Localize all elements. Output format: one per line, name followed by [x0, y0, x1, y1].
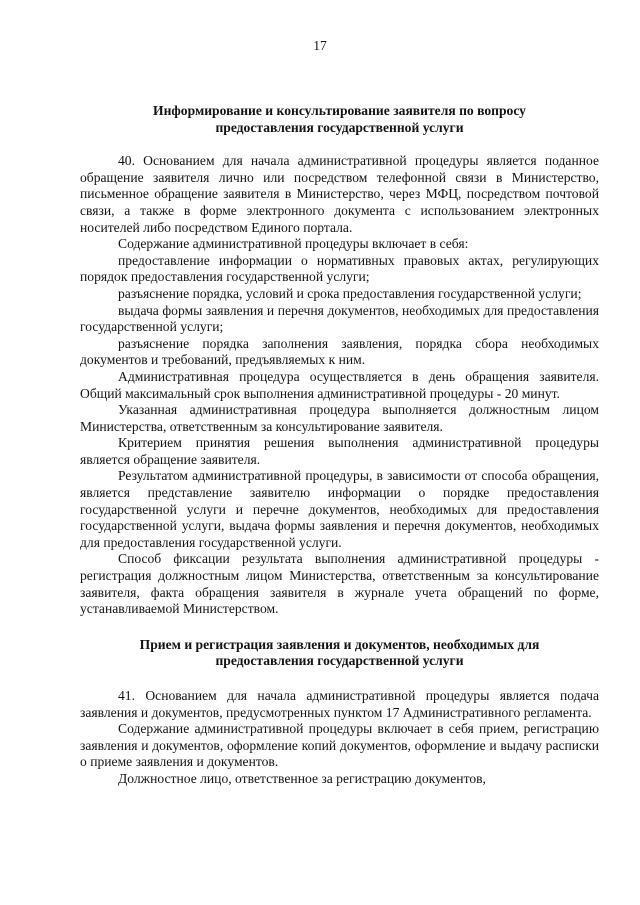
paragraph: Содержание административной процедуры включает в себя: — [118, 236, 469, 252]
paragraph: Критерием принятия решения выполнения административной процедуры является обращение заявителя. — [80, 435, 599, 467]
paragraph: разъяснение порядка заполнения заявления, порядка сбора необходимых документов и требований, предъявляемых к ним. — [80, 335, 599, 368]
paragraph: разъяснение порядка, условий и срока предоставления государственной услуги; — [118, 285, 582, 301]
page-content — [80, 84, 599, 788]
section-heading-line: Прием и регистрация заявления и документов, необходимых для — [139, 636, 540, 652]
paragraph: 40. Основанием для начала административной процедуры является поданное обращение заявителя лично или посредством телефонной связи в Министерство, письменное обращение заявителя в Министерство, через МФЦ, посредством почтовой связи, а также в форме электронного документа с использованием электронных носителей либо посредством Единого портала. — [80, 153, 599, 235]
page-number: 17 — [313, 38, 327, 53]
section-heading-line: предоставления государственной услуги — [215, 653, 464, 669]
section-heading-line: предоставления государственной услуги — [215, 119, 464, 135]
paragraph: Должностное лицо, ответственное за регистрацию документов, — [118, 770, 486, 786]
section-heading-line: Информирование и консультирование заявителя по вопросу — [153, 103, 526, 118]
paragraph: Указанная административная процедура выполняется должностным лицом Министерства, ответственным за консультирование заявителя. — [80, 402, 599, 434]
paragraph: Содержание административной процедуры включает в себя прием, регистрацию заявления и документов, оформление копий документов, оформление и выдачу расписки о приеме заявления и документов. — [80, 721, 599, 770]
paragraph: 41. Основанием для начала административной процедуры является подача заявления и документов, предусмотренных пунктом 17 Административного регламента. — [80, 688, 599, 720]
section-reception — [80, 637, 599, 788]
paragraph: Способ фиксации результата выполнения административной процедуры - регистрация должностным лицом Министерства, ответственным за консультирование заявителя, факта обращения заявителя в журнале учета обращений по форме, устанавливаемой Министерством. — [80, 551, 599, 617]
section-informing — [80, 103, 599, 618]
paragraph: Административная процедура осуществляется в день обращения заявителя. Общий максимальный срок выполнения административной процедуры - 20 минут. — [80, 368, 599, 401]
paragraph: предоставление информации о нормативных правовых актах, регулирующих порядок предоставления государственной услуги; — [80, 252, 599, 285]
paragraph: Результатом административной процедуры, в зависимости от способа обращения, является представление заявителю информации о порядке предоставления государственной услуги и перечне документов, необходимых для предоставления государственной услуги, выдача формы заявления и перечня документов, необходимых для предоставления государственной услуги. — [80, 468, 599, 550]
paragraph: выдача формы заявления и перечня документов, необходимых для предоставления государственной услуги; — [80, 302, 599, 335]
